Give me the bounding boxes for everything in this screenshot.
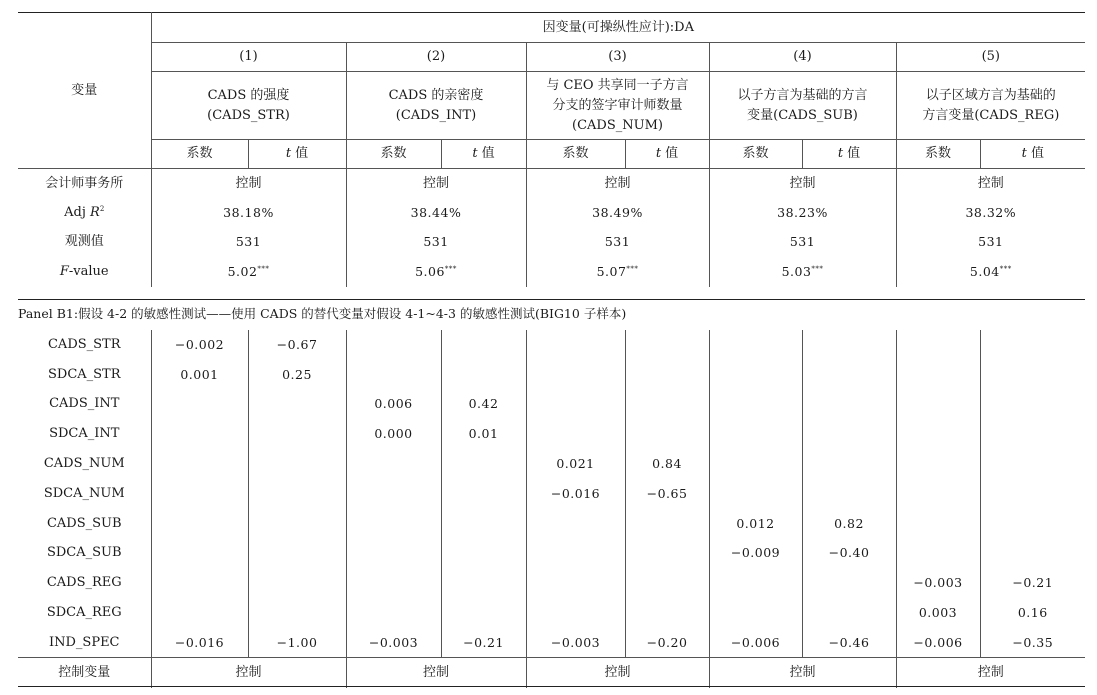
- coef-cell: −0.006: [896, 628, 980, 658]
- t-value-cell: [248, 390, 346, 420]
- coef-cell: 0.012: [709, 509, 802, 539]
- coef-cell: [709, 419, 802, 449]
- table-row: [18, 598, 1085, 628]
- table-row: [18, 539, 1085, 569]
- t-value-cell: 0.01: [441, 419, 526, 449]
- row-label: CADS_STR: [18, 330, 151, 360]
- coef-cell: [151, 479, 248, 509]
- t-header: t 值: [980, 140, 1085, 169]
- table-row: [18, 568, 1085, 598]
- coef-cell: [346, 479, 441, 509]
- coef-cell: [151, 419, 248, 449]
- t-value-cell: [802, 419, 896, 449]
- coef-cell: [151, 539, 248, 569]
- row-label: CADS_SUB: [18, 509, 151, 539]
- summary-row: [18, 199, 1085, 228]
- t-header: t 值: [802, 140, 896, 169]
- coef-cell: [526, 360, 625, 390]
- t-value-cell: [625, 360, 709, 390]
- row-label: 控制变量: [18, 658, 151, 688]
- model-number: (4): [709, 43, 896, 72]
- t-value-cell: [441, 449, 526, 479]
- coef-cell: [526, 509, 625, 539]
- t-value-cell: [625, 419, 709, 449]
- t-value-cell: [802, 449, 896, 479]
- t-value-cell: 0.42: [441, 390, 526, 420]
- t-header: t 值: [248, 140, 346, 169]
- coef-cell: [709, 598, 802, 628]
- row-label: SDCA_REG: [18, 598, 151, 628]
- coef-cell: [896, 509, 980, 539]
- row-label: 观测值: [18, 228, 151, 257]
- cell: 控制: [526, 169, 709, 199]
- row-label: IND_SPEC: [18, 628, 151, 658]
- coef-cell: [709, 360, 802, 390]
- model-number: (2): [346, 43, 526, 72]
- row-label: F-value: [18, 257, 151, 287]
- coef-cell: [896, 419, 980, 449]
- cell: 531: [526, 228, 709, 257]
- t-value-cell: [802, 330, 896, 360]
- t-value-cell: [802, 568, 896, 598]
- t-value-cell: −0.21: [441, 628, 526, 658]
- cell: 5.02***: [151, 257, 346, 287]
- cell: 控制: [896, 658, 1085, 688]
- t-value-cell: −0.40: [802, 539, 896, 569]
- coef-cell: [526, 390, 625, 420]
- coef-cell: −0.003: [346, 628, 441, 658]
- cell: 控制: [709, 169, 896, 199]
- t-value-cell: [625, 539, 709, 569]
- coef-cell: [896, 330, 980, 360]
- t-value-cell: [248, 539, 346, 569]
- t-value-cell: [980, 390, 1085, 420]
- t-value-cell: [980, 330, 1085, 360]
- t-value-cell: [802, 479, 896, 509]
- model-title: CADS 的亲密度 (CADS_INT): [346, 72, 526, 140]
- coef-header: 系数: [151, 140, 248, 169]
- t-value-cell: −0.46: [802, 628, 896, 658]
- cell: 控制: [526, 658, 709, 688]
- cell: 控制: [151, 169, 346, 199]
- coef-cell: [896, 539, 980, 569]
- t-value-cell: [980, 360, 1085, 390]
- t-value-cell: [980, 509, 1085, 539]
- t-value-cell: [248, 598, 346, 628]
- table-row: [18, 479, 1085, 509]
- t-value-cell: [248, 568, 346, 598]
- t-value-cell: −0.35: [1012, 634, 1054, 650]
- cell: 控制: [151, 658, 346, 688]
- t-value-cell: 0.84: [625, 449, 709, 479]
- cell: 38.49%: [526, 199, 709, 228]
- coef-cell: [346, 330, 441, 360]
- coef-cell: [151, 598, 248, 628]
- t-value-cell: [625, 330, 709, 360]
- cell: 38.32%: [965, 205, 1017, 220]
- coef-cell: −0.009: [709, 539, 802, 569]
- row-label: SDCA_STR: [18, 360, 151, 390]
- cell: 531: [151, 228, 346, 257]
- cell: 控制: [977, 175, 1004, 191]
- cell: 38.18%: [151, 199, 346, 228]
- coef-cell: [346, 598, 441, 628]
- row-label: SDCA_SUB: [18, 539, 151, 569]
- t-value-cell: [980, 449, 1085, 479]
- t-value-cell: [441, 568, 526, 598]
- coef-cell: [896, 360, 980, 390]
- row-label: 会计师事务所: [18, 169, 151, 199]
- coef-cell: 0.021: [526, 449, 625, 479]
- table-row: [18, 509, 1085, 539]
- row-label: CADS_NUM: [18, 449, 151, 479]
- model-title: 以子区域方言为基础的 方言变量(CADS_REG): [896, 72, 1085, 140]
- cell: 5.04***: [969, 263, 1012, 279]
- row-label: Adj $R^2$: [18, 199, 151, 228]
- dependent-variable-header: 因变量(可操纵性应计):DA: [151, 13, 1085, 43]
- coef-cell: 0.003: [896, 598, 980, 628]
- cell: 531: [346, 228, 526, 257]
- t-value-cell: [625, 509, 709, 539]
- coef-cell: −0.016: [151, 628, 248, 658]
- table-row: [18, 360, 1085, 390]
- coef-cell: [346, 449, 441, 479]
- row-label: CADS_INT: [18, 390, 151, 420]
- model-title: 以子方言为基础的方言 变量(CADS_SUB): [709, 72, 896, 140]
- model-title: 与 CEO 共享同一子方言 分支的签字审计师数量 (CADS_NUM): [526, 72, 709, 140]
- coef-cell: [526, 539, 625, 569]
- t-value-cell: [441, 598, 526, 628]
- t-value-cell: −0.65: [625, 479, 709, 509]
- t-value-cell: [248, 509, 346, 539]
- panel-title: Panel B1:假设 4-2 的敏感性测试——使用 CADS 的替代变量对假设 4-1~4-3 的敏感性测试(BIG10 子样本): [18, 306, 627, 321]
- coef-header: 系数: [709, 140, 802, 169]
- row-label: CADS_REG: [18, 568, 151, 598]
- model-number: (3): [526, 43, 709, 72]
- coef-cell: 0.006: [346, 390, 441, 420]
- t-value-cell: −0.67: [248, 330, 346, 360]
- coef-cell: [526, 598, 625, 628]
- t-value-cell: [248, 419, 346, 449]
- cell: 531: [978, 234, 1004, 249]
- coef-cell: [896, 479, 980, 509]
- coef-cell: [709, 390, 802, 420]
- t-value-cell: [802, 390, 896, 420]
- t-value-cell: [441, 360, 526, 390]
- t-value-cell: 0.25: [248, 360, 346, 390]
- t-value-cell: [441, 509, 526, 539]
- coef-cell: [151, 568, 248, 598]
- cell: 控制: [346, 169, 526, 199]
- summary-row: [18, 228, 1085, 257]
- bottom-rule: [18, 686, 1085, 687]
- coef-cell: [709, 568, 802, 598]
- t-value-cell: [980, 539, 1085, 569]
- model-title: CADS 的强度 (CADS_STR): [151, 72, 346, 140]
- row-label: SDCA_NUM: [18, 479, 151, 509]
- cell: 5.03***: [709, 257, 896, 287]
- coef-cell: −0.016: [526, 479, 625, 509]
- panel-table: [18, 330, 1085, 688]
- model-number: (1): [151, 43, 346, 72]
- variable-header: 变量: [18, 13, 151, 169]
- coef-cell: −0.002: [151, 330, 248, 360]
- summary-row: [18, 169, 1085, 199]
- cell: 5.06***: [346, 257, 526, 287]
- t-value-cell: 0.16: [1017, 605, 1048, 621]
- cell: 5.07***: [526, 257, 709, 287]
- summary-row: [18, 257, 1085, 287]
- t-value-cell: −1.00: [248, 628, 346, 658]
- coef-cell: [526, 419, 625, 449]
- t-value-cell: [802, 598, 896, 628]
- t-value-cell: [625, 568, 709, 598]
- coef-cell: 0.000: [346, 419, 441, 449]
- coef-t-header-row: [18, 140, 1085, 169]
- t-value-cell: [248, 479, 346, 509]
- model-number: (5): [896, 43, 1085, 72]
- t-value-cell: −0.20: [625, 628, 709, 658]
- cell: 531: [709, 228, 896, 257]
- footer-row: [18, 658, 1085, 688]
- coef-cell: 0.001: [151, 360, 248, 390]
- coef-header: 系数: [346, 140, 441, 169]
- coef-cell: [896, 390, 980, 420]
- table-row: [18, 330, 1085, 360]
- t-value-cell: −0.21: [1012, 575, 1054, 591]
- t-header: t 值: [625, 140, 709, 169]
- t-value-cell: [441, 330, 526, 360]
- coef-cell: −0.003: [526, 628, 625, 658]
- table-row: [18, 419, 1085, 449]
- table-row: [18, 449, 1085, 479]
- cell: 控制: [346, 658, 526, 688]
- coef-cell: [346, 509, 441, 539]
- t-value-cell: [625, 390, 709, 420]
- table-row: [18, 628, 1085, 658]
- t-value-cell: [248, 449, 346, 479]
- coef-cell: [151, 449, 248, 479]
- summary-table: [18, 12, 1085, 287]
- t-header: t 值: [441, 140, 526, 169]
- coef-cell: [346, 360, 441, 390]
- t-value-cell: [625, 598, 709, 628]
- t-value-cell: [802, 360, 896, 390]
- coef-cell: [346, 568, 441, 598]
- cell: 38.44%: [346, 199, 526, 228]
- panel-divider: [18, 299, 1085, 300]
- t-value-cell: [441, 539, 526, 569]
- coef-header: 系数: [526, 140, 625, 169]
- coef-cell: [526, 568, 625, 598]
- t-value-cell: [980, 479, 1085, 509]
- coef-cell: [896, 449, 980, 479]
- coef-cell: [151, 390, 248, 420]
- coef-cell: [709, 449, 802, 479]
- coef-cell: [526, 330, 625, 360]
- t-value-cell: [980, 419, 1085, 449]
- cell: 38.23%: [709, 199, 896, 228]
- coef-cell: −0.003: [896, 568, 980, 598]
- coef-cell: [709, 330, 802, 360]
- t-value-cell: [441, 479, 526, 509]
- coef-cell: −0.006: [709, 628, 802, 658]
- coef-cell: [709, 479, 802, 509]
- coef-cell: [346, 539, 441, 569]
- table-row: [18, 390, 1085, 420]
- cell: 控制: [709, 658, 896, 688]
- t-value-cell: 0.82: [802, 509, 896, 539]
- coef-header: 系数: [896, 140, 980, 169]
- row-label: SDCA_INT: [18, 419, 151, 449]
- coef-cell: [151, 509, 248, 539]
